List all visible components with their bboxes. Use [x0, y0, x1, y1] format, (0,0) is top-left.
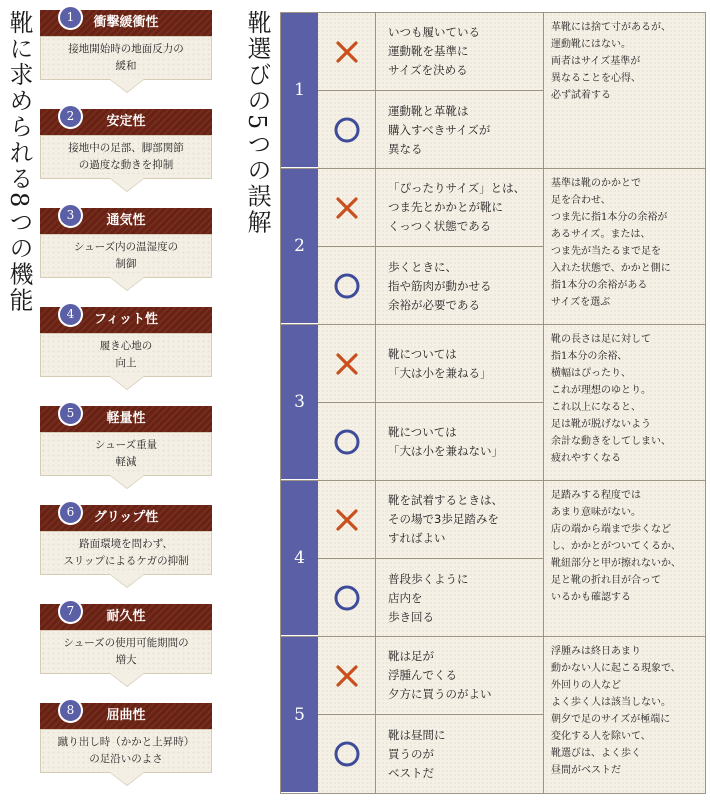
function-name: 屈曲性 [106, 708, 146, 723]
function-number-badge: 5 [58, 401, 83, 426]
wrong-belief-text: 靴は足が 浮腫んでくる 夕方に買うのがよい [388, 649, 492, 701]
function-number-badge: 4 [58, 302, 83, 327]
down-arrow-icon [110, 475, 144, 488]
function-description: 接地中の足部、脚部関節 の過度な動きを抑制 [68, 142, 184, 171]
misconception-row [281, 169, 705, 325]
down-arrow-icon [110, 772, 144, 785]
cross-icon [318, 169, 376, 246]
misconception-row [281, 325, 705, 481]
function-card [40, 205, 212, 296]
correct-belief-cell [318, 247, 544, 325]
correct-belief-text: 普段歩くように 店内を 歩き回る [388, 571, 469, 624]
function-description: 蹴り出し時（かかと上昇時） の足沿いのよさ [57, 736, 195, 765]
wrong-belief-text: 「ぴったりサイズ」とは、 つま先とかかとが靴に くっつく状態である [388, 181, 526, 233]
misconception-number: 3 [281, 325, 318, 480]
function-description-box [40, 531, 212, 575]
function-card [40, 601, 212, 692]
circle-icon [318, 403, 376, 481]
cross-icon [318, 637, 376, 714]
function-name: グリップ性 [93, 510, 159, 525]
function-name: 軽量性 [106, 411, 146, 426]
function-description-box [40, 432, 212, 476]
circle-icon [318, 247, 376, 325]
function-name: フィット性 [94, 312, 158, 327]
misconception-number: 5 [281, 637, 318, 793]
wrong-belief-cell [318, 637, 544, 715]
correct-belief-text: 歩くときに、 指や筋肉が動かせる 余裕が必要である [388, 259, 492, 312]
misconception-number: 4 [281, 481, 318, 636]
function-card [40, 403, 212, 494]
function-description: シューズ内の温湿度の 制御 [73, 241, 179, 270]
circle-icon [318, 715, 376, 793]
misconception-row [281, 637, 705, 793]
wrong-belief-text: 靴については 「大は小を兼ねる」 [388, 346, 492, 380]
misconception-row [281, 481, 705, 637]
function-name: 通気性 [106, 213, 146, 228]
down-arrow-icon [110, 277, 144, 290]
cross-icon [318, 325, 376, 402]
function-number-badge: 6 [58, 500, 83, 525]
function-number-badge: 2 [58, 104, 83, 129]
explanation-text: 基準は靴のかかとで 足を合わせ、 つま先に指1本分の余裕が あるサイズ。または、 つま先が当たるまで足を 入れた状態で、かかと側に 指1本分の余裕がある サイズを選ぶ [551, 178, 671, 308]
correct-belief-cell [318, 403, 544, 481]
function-number-badge: 1 [58, 5, 83, 30]
function-card [40, 700, 212, 791]
function-description-box [40, 135, 212, 179]
function-name: 耐久性 [106, 609, 146, 624]
function-number-badge: 7 [58, 599, 83, 624]
misconception-row [281, 13, 705, 169]
down-arrow-icon [110, 178, 144, 191]
function-number-badge: 8 [58, 698, 83, 723]
misconception-number: 1 [281, 13, 318, 168]
explanation-text: 足踏みする程度では あまり意味がない。 店の端から端まで歩くなど し、かかとがついてくるか、 靴紐部分と甲が擦れないか、 足と靴の折れ目が合って いるかも確認する [551, 490, 681, 603]
function-description: シューズの使用可能期間の 増大 [63, 637, 189, 666]
function-description: 履き心地の 向上 [99, 340, 153, 369]
function-description-box [40, 630, 212, 674]
function-card [40, 7, 212, 98]
function-number-badge: 3 [58, 203, 83, 228]
cross-icon [318, 481, 376, 558]
wrong-belief-text: いつも履いている 運動靴を基準に サイズを決める [388, 25, 480, 77]
misconceptions-table [280, 12, 706, 794]
function-card [40, 106, 212, 197]
explanation-text: 浮腫みは終日あまり 動かない人に起こる現象で、 外回りの人など よく歩く人は該当しない。 朝夕で足のサイズが極端に 変化する人を除いて、 靴選びは、よく歩く 昼間がベストだ [551, 646, 681, 776]
wrong-belief-cell [318, 13, 544, 91]
explanation-text: 革靴には捨て寸があるが、 運動靴にはない。 両者はサイズ基準が 異なることを心得、 必ず試着する [551, 22, 671, 101]
misconceptions-title: 靴選びの5つの誤解 [243, 10, 271, 236]
down-arrow-icon [110, 673, 144, 686]
function-name: 安定性 [106, 114, 146, 129]
function-description-box [40, 729, 212, 773]
function-description: 路面環境を問わず、 スリップによるケガの抑制 [63, 538, 189, 567]
wrong-belief-cell [318, 481, 544, 559]
correct-belief-cell [318, 91, 544, 169]
misconception-number: 2 [281, 169, 318, 324]
function-description-box [40, 234, 212, 278]
correct-belief-cell [318, 715, 544, 793]
correct-belief-cell [318, 559, 544, 637]
down-arrow-icon [110, 79, 144, 92]
circle-icon [318, 91, 376, 169]
circle-icon [318, 559, 376, 637]
correct-belief-text: 運動靴と革靴は 購入すべきサイズが 異なる [388, 103, 491, 156]
correct-belief-text: 靴は昼間に 買うのが ベストだ [388, 727, 446, 780]
function-description: 接地開始時の地面反力の 緩和 [68, 43, 184, 72]
functions-title: 靴に求められる8つの機能 [5, 10, 33, 314]
down-arrow-icon [110, 574, 144, 587]
wrong-belief-text: 靴を試着するときは、 その場で3歩足踏みを すればよい [388, 493, 503, 545]
wrong-belief-cell [318, 169, 544, 247]
correct-belief-text: 靴については 「大は小を兼ねない」 [388, 425, 503, 458]
function-card [40, 502, 212, 593]
cross-icon [318, 13, 376, 90]
down-arrow-icon [110, 376, 144, 389]
function-description-box [40, 333, 212, 377]
function-description: シューズ重量 軽減 [94, 439, 158, 468]
function-description-box [40, 36, 212, 80]
wrong-belief-cell [318, 325, 544, 403]
function-name: 衝撃緩衝性 [93, 15, 159, 30]
function-card [40, 304, 212, 395]
explanation-text: 靴の長さは足に対して 指1本分の余裕、 横幅はぴったり、 これが理想のゆとり。 これ以上になると、 足は靴が脱げないよう 余計な動きをしてしまい、 疲れやすくなる [551, 334, 671, 464]
